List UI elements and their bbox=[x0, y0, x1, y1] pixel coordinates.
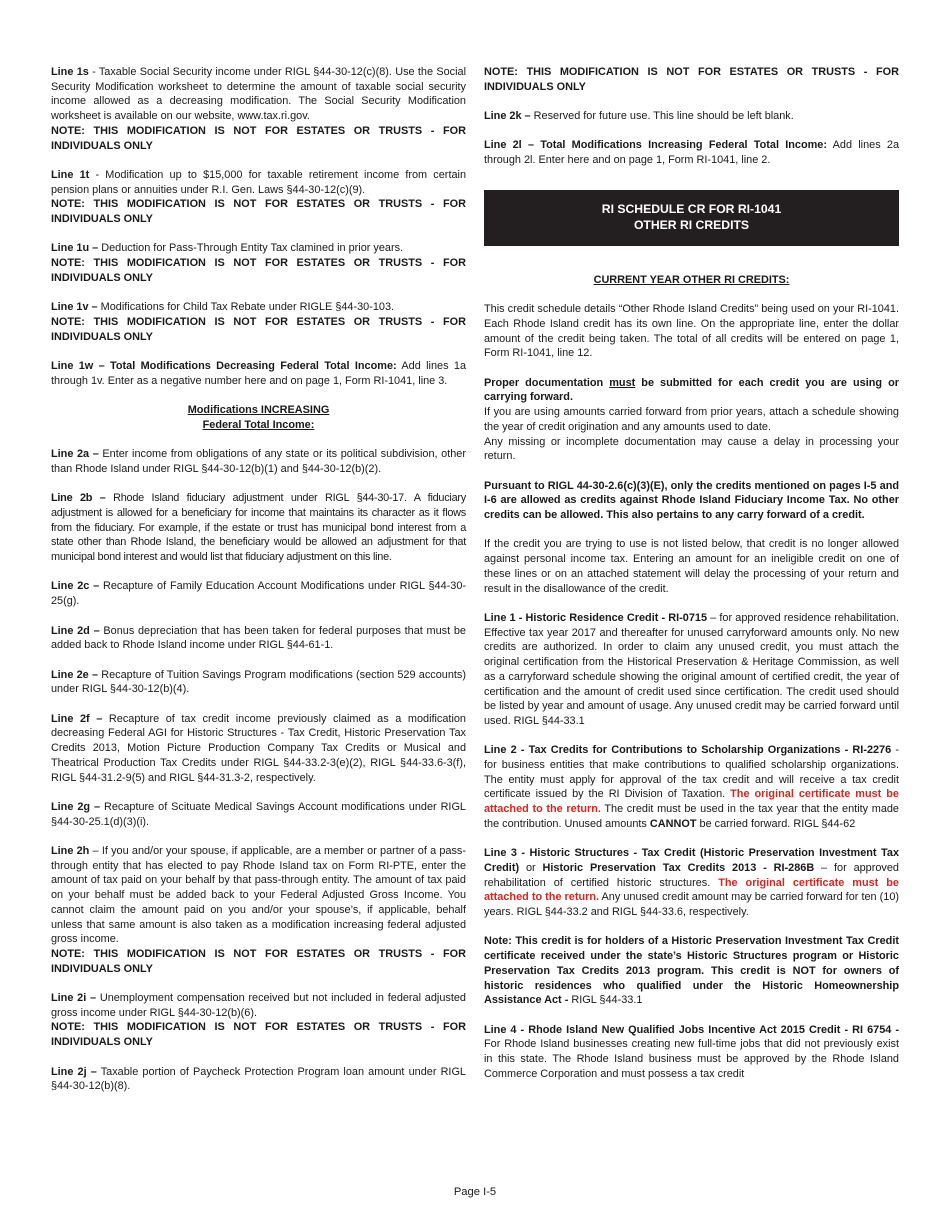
schedule-cr-banner bbox=[484, 190, 899, 246]
line-2j-text: Taxable portion of Paycheck Protection Program loan amount under RIGL §44-30-12(b)(8). bbox=[51, 1065, 466, 1093]
estates-note: NOTE: THIS MODIFICATION IS NOT FOR ESTATES OR TRUSTS - FOR INDIVIDUALS ONLY bbox=[51, 124, 466, 152]
line-2h bbox=[51, 844, 466, 976]
line-2i bbox=[51, 991, 466, 1050]
estates-note: NOTE: THIS MODIFICATION IS NOT FOR ESTATES OR TRUSTS - FOR INDIVIDUALS ONLY bbox=[484, 66, 899, 93]
historic-note: Note: This credit is for holders of a Historic Preservation Investment Tax Credit certificate received under the state’s Historic Structures program or Historic Preservation Tax Credits 2013 program. This credit is NOT for owners of historic residences who qualified under the Historic Homeownership Assistance Act - RIGL §44-33.1 bbox=[484, 935, 899, 1007]
credit-line-3-label: Line 3 - Historic Structures - Tax Credit (Historic Preservation Investment Tax Credit) bbox=[484, 847, 899, 874]
line-2j bbox=[51, 1065, 466, 1094]
line-2g bbox=[51, 800, 466, 829]
line-2j-label: Line 2j – bbox=[51, 1065, 97, 1078]
pursuant-paragraph: Pursuant to RIGL 44-30-2.6(c)(3)(E), only the credits mentioned on pages I-5 and I-6 are allowed as credits against Rhode Island Fiduciary Income Tax. No other credits can be allowed. This also pertains to any carry forward of a credit. bbox=[484, 479, 899, 522]
line-2h-text: – If you and/or your spouse, if applicable, are a member or partner of a pass-through entity that has elected to pay Rhode Island tax on Form RI-PTE, enter the amount of tax paid on your behalf by that pass-through entity. The amount of tax paid on your behalf must be added back to your Federal Adjusted Gross Income. You cannot claim the amount paid on you and/or your spouse’s, if applicable, behalf unless that same amount is also taken as a modification increasing federal adjusted gross income. bbox=[51, 845, 466, 946]
original-certificate-warning: The original certificate must be attached to the return. bbox=[484, 788, 899, 816]
credits-intro: This credit schedule details “Other Rhode Island Credits” being used on your RI-1041. Each Rhode Island credit has its own line. On the appropriate line, enter the dollar amount of the credit being taken. The total of all credits will be entered on page 1, Form RI-1041, line 12. bbox=[484, 303, 899, 360]
right-column bbox=[484, 65, 899, 1081]
line-2a-label: Line 2a – bbox=[51, 448, 99, 461]
line-1t bbox=[51, 168, 466, 227]
line-1w bbox=[51, 359, 466, 388]
line-2k-label: Line 2k – bbox=[484, 110, 531, 123]
credit-line-4 bbox=[484, 1023, 899, 1082]
credit-line-4-label: Line 4 - Rhode Island New Qualified Jobs Incentive Act 2015 Credit - RI 6754 - bbox=[484, 1023, 899, 1036]
line-1u-text: Deduction for Pass-Through Entity Tax clamined in prior years. bbox=[98, 242, 404, 255]
estates-note-top bbox=[484, 65, 899, 94]
line-1s bbox=[51, 65, 466, 153]
line-1s-text: - Taxable Social Security income under RIGL §44-30-12(c)(8). Use the Social Security Modification worksheet to determine the amount of taxable social security income allowed as a decreasing modification. The Social Security Modification worksheet is available on our website, www.tax.ri.gov. bbox=[51, 66, 466, 123]
line-2d bbox=[51, 624, 466, 653]
line-2d-text: Bonus depreciation that has been taken for federal purposes that must be added back to Rhode Island income under RIGL §44-61-1. bbox=[51, 624, 466, 652]
line-1v-label: Line 1v – bbox=[51, 301, 98, 314]
line-2i-label: Line 2i – bbox=[51, 992, 97, 1005]
credit-line-2-label: Line 2 - Tax Credits for Contributions to Scholarship Organizations - RI-2276 bbox=[484, 744, 892, 757]
line-1v bbox=[51, 300, 466, 344]
credit-line-2: Line 2 - Tax Credits for Contributions to Scholarship Organizations - RI-2276 - for business entities that make contributions to qualified scholarship organizations. The entity must apply for approval of the tax credit and will receive a tax credit certificate issued by the RI Division of Taxation. The original certificate must be attached to the return. The credit must be used in the tax year that the entity made the contribution. Unused amounts CANNOT be carried forward. RIGL §44-62 bbox=[484, 744, 900, 830]
line-1w-label: Line 1w – Total Modifications Decreasing Federal Total Income: bbox=[51, 360, 397, 372]
line-2k-text: Reserved for future use. This line should be left blank. bbox=[530, 110, 794, 123]
line-2c bbox=[51, 579, 466, 608]
line-2k bbox=[484, 109, 899, 124]
line-2b bbox=[51, 491, 466, 565]
line-2l bbox=[484, 138, 899, 167]
line-2l-text: Add lines 2a through 2l. Enter here and on page 1, Form RI-1041, line 2. bbox=[484, 139, 900, 167]
documentation-paragraph: Proper documentation must be submitted for each credit you are using or carrying forward. If you are using amounts carried forward from prior years, attach a schedule showing the year of credit origination and any amounts used to date. Any missing or incomplete documentation may cause a delay in processing your return. bbox=[484, 376, 899, 463]
line-1v-text: Modifications for Child Tax Rebate under RIGLE §44-30-103. bbox=[97, 301, 395, 314]
line-2g-label: Line 2g – bbox=[51, 800, 101, 813]
line-2g-text: Recapture of Scituate Medical Savings Account modifications under RIGL §44-30-25.1(d)(3)(i). bbox=[51, 800, 466, 828]
line-1w-text: Add lines 1a through 1v. Enter as a negative number here and on page 1, Form RI-1041, line 3. bbox=[51, 360, 466, 387]
current-year-credits-heading: CURRENT YEAR OTHER RI CREDITS: bbox=[593, 273, 790, 286]
line-1t-text: - Modification up to $15,000 for taxable retirement income from certain pension plans or annuities under R.I. Gen. Laws §44-30-12(c)(9). bbox=[51, 168, 466, 196]
line-2b-text: Rhode Island fiduciary adjustment under RIGL §44-30-17. A fiduciary adjustment is allowed for a beneficiary for income that maintains its character as it flows from the fiduciary. For example, if the estate or trust has municipal bond interest from a state other than Rhode Island, the beneficiary would be allowed an adjustment for that municipal bond interest and would list that fiduciary adjustment on this line. bbox=[51, 492, 466, 564]
line-2c-label: Line 2c – bbox=[51, 580, 100, 593]
line-2f-text: Recapture of tax credit income previously claimed as a modification decreasing Federal AGI for Historic Structures - Tax Credit, Historic Preservation Tax Credits 2013, Motion Picture Production Company Tax Credits or Musical and Theatrical Production Tax Credits under RIGL §44-33.2-3(e)(2), RIGL §44-33.6-3(f), RIGL §44-31.2-9(5) and RIGL §44-31.3-2, respectively. bbox=[51, 712, 466, 784]
not-listed-paragraph: If the credit you are trying to use is not listed below, that credit is no longer allowed against personal income tax. Entering an amount for an ineligible credit on one of these lines or on an attached statement will delay the processing of your return and result in the disallowance of the credit. bbox=[484, 538, 899, 595]
credit-line-1-text: – for approved residence rehabilitation. Effective tax year 2017 and thereafter for unused carryforward amounts only. No new credits are authorized. In order to claim any unused credit, you must attach the original certification from the Historical Preservation & Heritage Commission, as well as a carryforward schedule showing the original amount of certified credit, the year of certification and the amount of credit used since certification. The credit used should be listed by year and amount of usage. Any unused credit may be carried forward until used. RIGL §44-33.1 bbox=[484, 611, 899, 727]
credit-line-4-text: For Rhode Island businesses creating new full-time jobs that did not previously exist in this state. The Rhode Island business must be approved by the Rhode Island Commerce Corporation and must possess a tax credit bbox=[484, 1038, 899, 1080]
banner-subtitle: OTHER RI CREDITS bbox=[633, 217, 750, 232]
estates-note: NOTE: THIS MODIFICATION IS NOT FOR ESTATES OR TRUSTS - FOR INDIVIDUALS ONLY bbox=[51, 947, 466, 975]
estates-note: NOTE: THIS MODIFICATION IS NOT FOR ESTATES OR TRUSTS - FOR INDIVIDUALS ONLY bbox=[51, 315, 466, 343]
line-1u bbox=[51, 241, 466, 285]
line-2f-label: Line 2f – bbox=[51, 712, 103, 725]
line-2h-label: Line 2h bbox=[51, 845, 90, 858]
left-column bbox=[51, 65, 466, 1109]
original-certificate-warning: The original certificate must be attached to the return. bbox=[484, 876, 899, 904]
line-2e bbox=[51, 668, 466, 697]
banner-title: RI SCHEDULE CR FOR RI-1041 bbox=[601, 201, 782, 216]
line-2c-text: Recapture of Family Education Account Modifications under RIGL §44-30-25(g). bbox=[51, 580, 466, 608]
line-1u-label: Line 1u – bbox=[51, 242, 99, 255]
line-2f bbox=[51, 712, 466, 786]
estates-note: NOTE: THIS MODIFICATION IS NOT FOR ESTATES OR TRUSTS - FOR INDIVIDUALS ONLY bbox=[51, 1021, 466, 1049]
line-1t-label: Line 1t bbox=[51, 168, 90, 181]
line-2e-text: Recapture of Tuition Savings Program modifications (section 529 accounts) under RIGL §44-30-12(b)(4). bbox=[51, 668, 466, 696]
modifications-increasing-heading: Modifications INCREASING Federal Total Income: bbox=[187, 404, 330, 431]
line-2a bbox=[51, 447, 466, 476]
estates-note: NOTE: THIS MODIFICATION IS NOT FOR ESTATES OR TRUSTS - FOR INDIVIDUALS ONLY bbox=[51, 257, 466, 284]
line-2i-text: Unemployment compensation received but not included in federal adjusted gross income under RIGL §44-30-12(b)(6). bbox=[51, 992, 466, 1019]
line-2e-label: Line 2e – bbox=[51, 668, 98, 681]
line-2b-label: Line 2b – bbox=[51, 492, 106, 505]
page-number: Page I-5 bbox=[453, 1186, 497, 1198]
credit-line-1 bbox=[484, 611, 899, 729]
estates-note: NOTE: THIS MODIFICATION IS NOT FOR ESTATES OR TRUSTS - FOR INDIVIDUALS ONLY bbox=[51, 198, 466, 226]
credit-line-1-label: Line 1 - Historic Residence Credit - RI-0715 bbox=[484, 611, 708, 624]
line-2a-text: Enter income from obligations of any state or its political subdivision, other than Rhode Island under RIGL §44-30-12(b)(1) and §44-30-12(b)(2). bbox=[51, 448, 466, 475]
credit-line-3: Line 3 - Historic Structures - Tax Credit (Historic Preservation Investment Tax Credit) or Historic Preservation Tax Credits 2013 - RI-286B – for approved rehabilitation of certified historic structures. The original certificate must be attached to the return. Any unused credit amount may be carried forward for ten (10) years. RIGL §44-33.2 and RIGL §44-33.6, respectively. bbox=[484, 847, 899, 919]
line-1s-label: Line 1s bbox=[51, 66, 89, 78]
line-2l-label: Line 2l – Total Modifications Increasing Federal Total Income: bbox=[484, 139, 827, 152]
line-2d-label: Line 2d – bbox=[51, 624, 100, 637]
